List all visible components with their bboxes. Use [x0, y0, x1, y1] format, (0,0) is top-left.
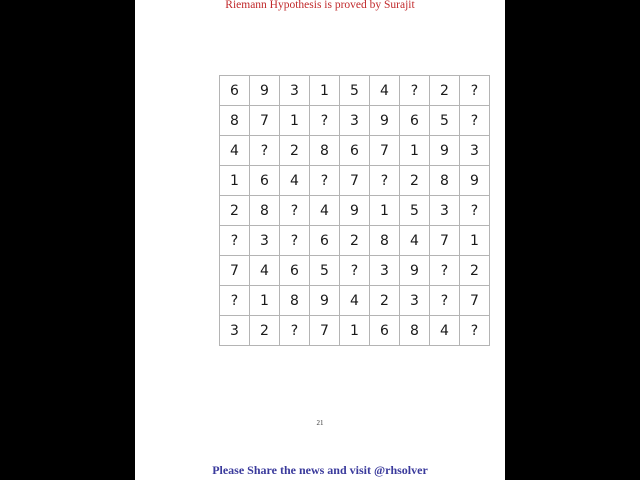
- page-header-title: Riemann Hypothesis is proved by Surajit: [225, 0, 415, 11]
- grid-cell: 6: [220, 76, 250, 106]
- grid-cell: 9: [310, 286, 340, 316]
- footer-share-text: Please Share the news and visit @rhsolver: [212, 463, 428, 477]
- grid-cell: 6: [250, 166, 280, 196]
- grid-cell: 6: [310, 226, 340, 256]
- grid-cell: 6: [400, 106, 430, 136]
- grid-cell: 4: [310, 196, 340, 226]
- grid-cell: ?: [310, 166, 340, 196]
- grid-cell: 6: [340, 136, 370, 166]
- grid-cell: 3: [430, 196, 460, 226]
- grid-cell: 8: [280, 286, 310, 316]
- grid-cell: 3: [280, 76, 310, 106]
- grid-cell: 7: [310, 316, 340, 346]
- grid-cell: ?: [460, 196, 490, 226]
- grid-row: [220, 166, 490, 196]
- grid-cell: 7: [430, 226, 460, 256]
- grid-cell: 6: [370, 316, 400, 346]
- grid-cell: ?: [460, 316, 490, 346]
- grid-cell: 8: [250, 196, 280, 226]
- document-page: [135, 0, 505, 480]
- grid-row: [220, 196, 490, 226]
- grid-row: [220, 76, 490, 106]
- grid-cell: 9: [400, 256, 430, 286]
- grid-cell: 5: [340, 76, 370, 106]
- grid-cell: ?: [340, 256, 370, 286]
- grid-cell: 1: [280, 106, 310, 136]
- grid-cell: ?: [310, 106, 340, 136]
- grid-row: [220, 316, 490, 346]
- grid-cell: 4: [400, 226, 430, 256]
- grid-cell: 9: [340, 196, 370, 226]
- grid-cell: ?: [220, 226, 250, 256]
- grid-cell: 3: [370, 256, 400, 286]
- grid-cell: 3: [250, 226, 280, 256]
- grid-cell: 1: [460, 226, 490, 256]
- grid-cell: 9: [430, 136, 460, 166]
- grid-cell: 3: [460, 136, 490, 166]
- grid-cell: 8: [220, 106, 250, 136]
- grid-cell: 1: [340, 316, 370, 346]
- grid-cell: ?: [280, 226, 310, 256]
- grid-cell: 4: [340, 286, 370, 316]
- grid-cell: ?: [370, 166, 400, 196]
- grid-cell: ?: [430, 286, 460, 316]
- grid-cell: 2: [400, 166, 430, 196]
- grid-cell: 1: [400, 136, 430, 166]
- grid-row: [220, 256, 490, 286]
- grid-cell: 8: [400, 316, 430, 346]
- grid-cell: 5: [430, 106, 460, 136]
- grid-cell: ?: [280, 316, 310, 346]
- grid-cell: ?: [250, 136, 280, 166]
- grid-cell: 2: [340, 226, 370, 256]
- grid-row: [220, 136, 490, 166]
- grid-cell: 7: [460, 286, 490, 316]
- grid-cell: 4: [250, 256, 280, 286]
- grid-cell: 6: [280, 256, 310, 286]
- grid-cell: 9: [370, 106, 400, 136]
- grid-cell: 2: [430, 76, 460, 106]
- grid-cell: 4: [280, 166, 310, 196]
- grid-row: [220, 226, 490, 256]
- grid-row: [220, 106, 490, 136]
- grid-cell: 8: [430, 166, 460, 196]
- grid-cell: 7: [370, 136, 400, 166]
- grid-cell: 1: [220, 166, 250, 196]
- grid-cell: 2: [460, 256, 490, 286]
- grid-cell: ?: [430, 256, 460, 286]
- grid-cell: 1: [250, 286, 280, 316]
- grid-cell: ?: [280, 196, 310, 226]
- grid-cell: 5: [400, 196, 430, 226]
- grid-cell: 1: [310, 76, 340, 106]
- grid-cell: 4: [430, 316, 460, 346]
- page-number: 21: [316, 419, 324, 427]
- grid-cell: 2: [280, 136, 310, 166]
- sudoku-grid: [219, 75, 490, 346]
- grid-cell: 7: [250, 106, 280, 136]
- grid-cell: 3: [400, 286, 430, 316]
- grid-cell: 8: [370, 226, 400, 256]
- grid-cell: 5: [310, 256, 340, 286]
- grid-cell: 2: [250, 316, 280, 346]
- grid-cell: 3: [340, 106, 370, 136]
- grid-cell: 7: [340, 166, 370, 196]
- grid-cell: ?: [220, 286, 250, 316]
- grid-cell: 9: [460, 166, 490, 196]
- grid-cell: ?: [460, 106, 490, 136]
- grid-cell: 2: [220, 196, 250, 226]
- grid-cell: 4: [370, 76, 400, 106]
- grid-cell: 7: [220, 256, 250, 286]
- grid-cell: 9: [250, 76, 280, 106]
- grid-cell: 8: [310, 136, 340, 166]
- grid-cell: 4: [220, 136, 250, 166]
- grid-row: [220, 286, 490, 316]
- grid-cell: ?: [460, 76, 490, 106]
- grid-cell: 2: [370, 286, 400, 316]
- grid-cell: ?: [400, 76, 430, 106]
- grid-cell: 3: [220, 316, 250, 346]
- grid-cell: 1: [370, 196, 400, 226]
